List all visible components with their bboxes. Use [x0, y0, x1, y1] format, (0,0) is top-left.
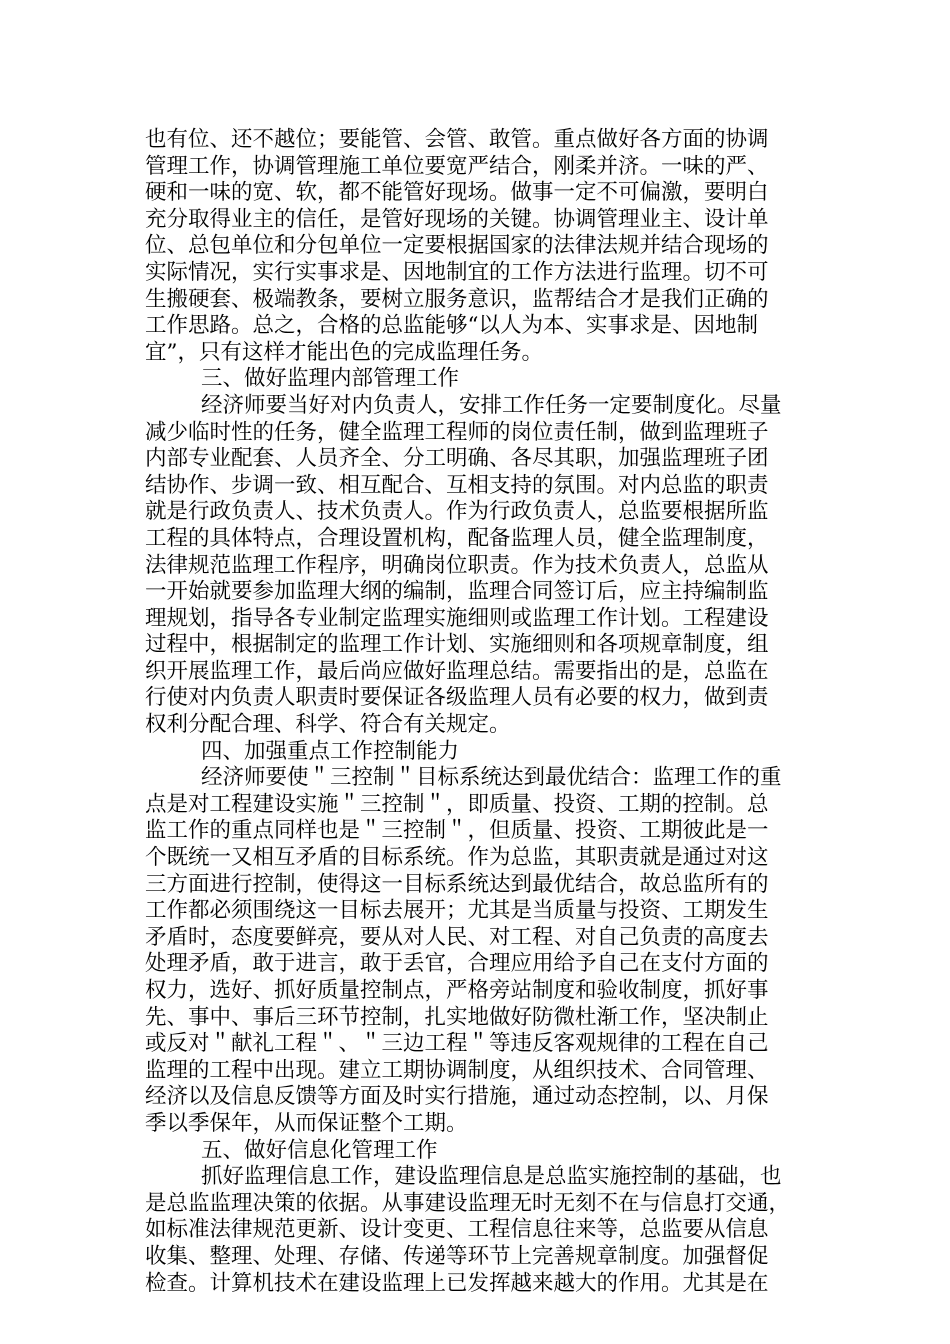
document-body — [145, 127, 825, 1297]
text-line: 如标准法律规范更新、设计变更、工程信息往来等，总监要从信息 — [145, 1217, 769, 1243]
text-line: 工作思路。总之，合格的总监能够“以人为本、实事求是、因地制 — [145, 313, 758, 339]
text-line: 权力，选好、抓好质量控制点，严格旁站制度和验收制度，抓好事 — [145, 978, 769, 1003]
text-line: 法律规范监理工作程序，明确岗位职责。作为技术负责人，总监从 — [145, 552, 769, 578]
paragraph-start-line: 五、做好信息化管理工作 — [201, 1137, 438, 1163]
text-line: 行使对内负责人职责时要保证各级监理人员有必要的权力，做到责 — [145, 685, 769, 711]
text-line: 或反对＂献礼工程＂、＂三边工程＂等违反客观规律的工程在自己 — [145, 1031, 769, 1057]
text-line: 检查。计算机技术在建设监理上已发挥越来越大的作用。尤其是在 — [145, 1270, 769, 1296]
text-line: 织开展监理工作，最后尚应做好监理总结。需要指出的是，总监在 — [145, 658, 769, 684]
text-line: 工作都必须围绕这一目标去展开；尤其是当质量与投资、工期发生 — [145, 898, 769, 924]
text-line: 过程中，根据制定的监理工作计划、实施细则和各项规章制度，组 — [145, 632, 769, 658]
paragraph-start-line: 经济师要当好对内负责人，安排工作任务一定要制度化。尽量 — [201, 392, 782, 418]
paragraph-start-line: 抓好监理信息工作，建设监理信息是总监实施控制的基础，也 — [201, 1164, 782, 1190]
text-line: 就是行政负责人、技术负责人。作为行政负责人，总监要根据所监 — [145, 499, 769, 525]
text-line: 是总监监理决策的依据。从事建设监理无时无刻不在与信息打交通， — [145, 1190, 791, 1216]
text-line: 点是对工程建设实施＂三控制＂，即质量、投资、工期的控制。总 — [145, 791, 769, 817]
text-line: 生搬硬套、极端教条，要树立服务意识，监帮结合才是我们正确的 — [145, 286, 769, 312]
text-line: 管理工作，协调管理施工单位要宽严结合，刚柔并济。一味的严、 — [145, 153, 769, 179]
text-line: 三方面进行控制，使得这一目标系统达到最优结合，故总监所有的 — [145, 871, 769, 897]
text-line: 宜”，只有这样才能出色的完成监理任务。 — [145, 339, 543, 365]
text-line: 硬和一味的宽、软，都不能管好现场。做事一定不可偏激，要明白 — [145, 180, 769, 206]
text-line: 也有位、还不越位；要能管、会管、敢管。重点做好各方面的协调 — [145, 127, 769, 152]
text-line: 实际情况，实行实事求是、因地制宜的工作方法进行监理。切不可 — [145, 259, 769, 285]
text-line: 权利分配合理、科学、符合有关规定。 — [145, 712, 511, 738]
text-line: 充分取得业主的信任，是管好现场的关键。协调管理业主、设计单 — [145, 206, 769, 232]
text-line: 经济以及信息反馈等方面及时实行措施，通过动态控制，以、月保 — [145, 1084, 769, 1110]
text-line: 矛盾时，态度要鲜亮，要从对人民、对工程、对自己负责的高度去 — [145, 924, 769, 950]
text-line: 工程的具体特点，合理设置机构，配备监理人员，健全监理制度， — [145, 525, 769, 551]
paragraph-start-line: 经济师要使＂三控制＂目标系统达到最优结合：监理工作的重 — [201, 765, 782, 791]
paragraph-start-line: 四、加强重点工作控制能力 — [201, 738, 460, 764]
text-line: 理规划，指导各专业制定监理实施细则或监理工作计划。工程建设 — [145, 605, 769, 631]
text-line: 收集、整理、处理、存储、传递等环节上完善规章制度。加强督促 — [145, 1243, 769, 1269]
text-line: 监理的工程中出现。建立工期协调制度，从组织技术、合同管理、 — [145, 1057, 769, 1083]
text-line: 位、总包单位和分包单位一定要根据国家的法律法规并结合现场的 — [145, 233, 769, 259]
text-line: 处理矛盾，敢于进言，敢于丢官，合理应用给予自己在支付方面的 — [145, 951, 769, 977]
text-line: 减少临时性的任务，健全监理工程师的岗位责任制，做到监理班子 — [145, 419, 769, 445]
text-line: 一开始就要参加监理大纲的编制，监理合同签订后，应主持编制监 — [145, 579, 769, 605]
text-line: 个既统一又相互矛盾的目标系统。作为总监，其职责就是通过对这 — [145, 845, 769, 871]
text-line: 先、事中、事后三环节控制，扎实地做好防微杜渐工作，坚决制止 — [145, 1004, 769, 1030]
text-line: 内部专业配套、人员齐全、分工明确、各尽其职，加强监理班子团 — [145, 446, 769, 472]
text-line: 结协作、步调一致、相互配合、互相支持的氛围。对内总监的职责 — [145, 472, 769, 498]
text-line: 季以季保年，从而保证整个工期。 — [145, 1110, 468, 1136]
paragraph-start-line: 三、做好监理内部管理工作 — [201, 366, 460, 392]
text-line: 监工作的重点同样也是＂三控制＂，但质量、投资、工期彼此是一 — [145, 818, 769, 844]
